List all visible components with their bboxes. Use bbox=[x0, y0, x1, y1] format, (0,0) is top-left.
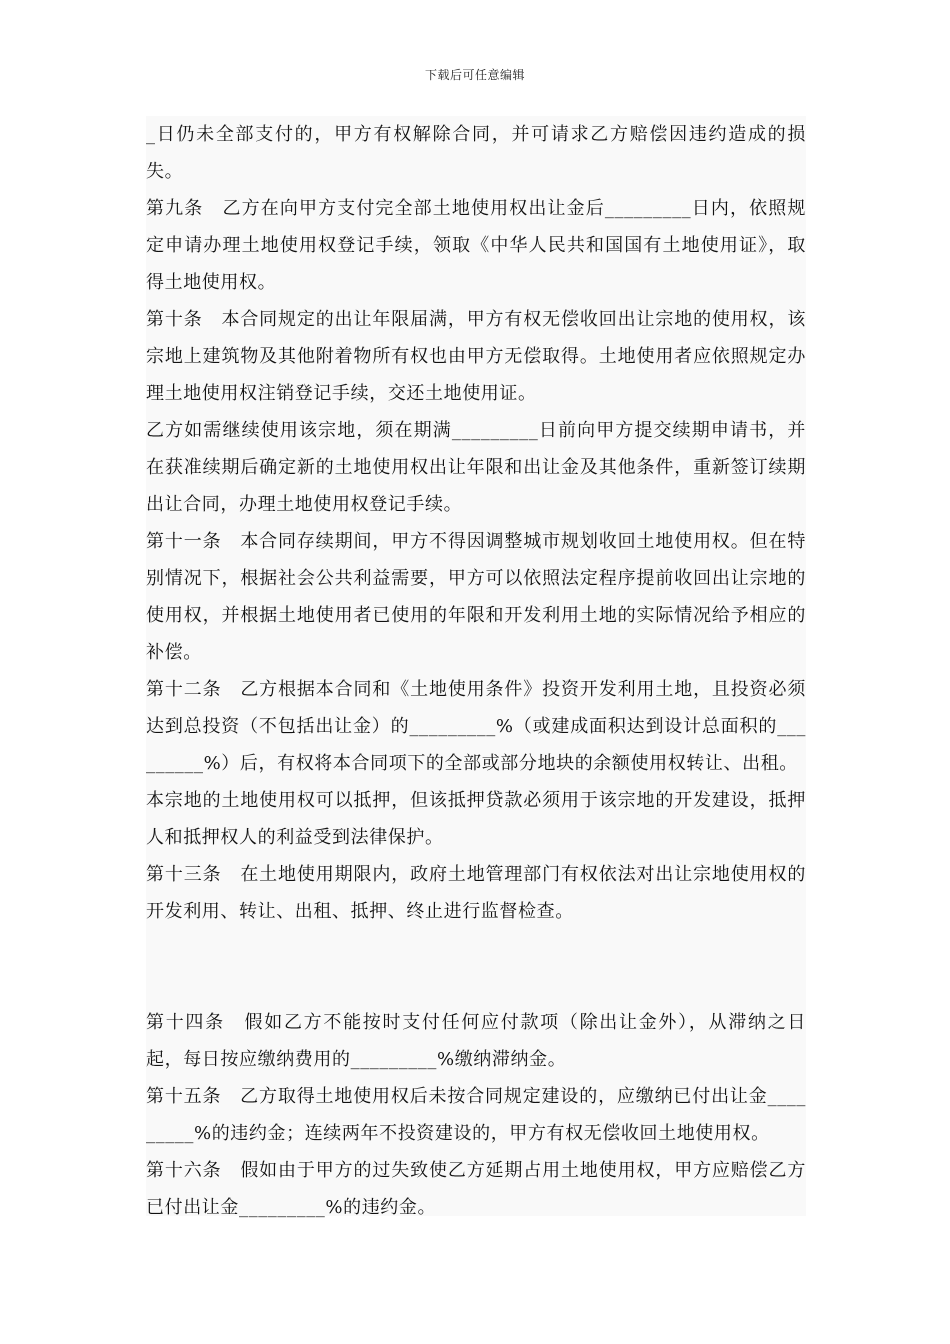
clause-10: 第十条 本合同规定的出让年限届满，甲方有权无偿收回出让宗地的使用权，该宗地上建筑物及其他附着物所有权也由甲方无偿取得。土地使用者应依照规定办理土地使用权注销登记手续，交还土地使用证。 bbox=[146, 309, 806, 404]
clause-15: 第十五条 乙方取得土地使用权后未按合同规定建设的，应缴纳已付出让金_________%的违约金；连续两年不投资建设的，甲方有权无偿收回土地使用权。 bbox=[146, 1086, 806, 1144]
page-header-note: 下载后可任意编辑 bbox=[424, 68, 525, 82]
clause-13: 第十三条 在土地使用期限内，政府土地管理部门有权依法对出让宗地使用权的开发利用、转让、出租、抵押、终止进行监督检查。 bbox=[146, 864, 806, 922]
document-body bbox=[146, 116, 806, 1216]
clause-8-tail: _日仍未全部支付的，甲方有权解除合同，并可请求乙方赔偿因违约造成的损失。 bbox=[146, 124, 806, 182]
clause-14: 第十四条 假如乙方不能按时支付任何应付款项（除出让金外），从滞纳之日起，每日按应缴纳费用的_________%缴纳滞纳金。 bbox=[146, 1012, 806, 1070]
clause-11: 第十一条 本合同存续期间，甲方不得因调整城市规划收回土地使用权。但在特别情况下，根据社会公共利益需要，甲方可以依照法定程序提前收回出让宗地的使用权，并根据土地使用者已使用的年限和开发利用土地的实际情况给予相应的补偿。 bbox=[146, 531, 806, 663]
clause-9: 第九条 乙方在向甲方支付完全部土地使用权出让金后_________日内，依照规定申请办理土地使用权登记手续，领取《中华人民共和国国有土地使用证》，取得土地使用权。 bbox=[146, 198, 806, 293]
section-gap bbox=[146, 930, 806, 1004]
clause-12: 第十二条 乙方根据本合同和《土地使用条件》投资开发利用土地，且投资必须达到总投资（不包括出让金）的_________%（或建成面积达到设计总面积的_________%）后，有权将本合同项下的全部或部分地块的余额使用权转让、出租。 bbox=[146, 679, 806, 774]
clause-12-mortgage: 本宗地的土地使用权可以抵押，但该抵押贷款必须用于该宗地的开发建设，抵押人和抵押权人的利益受到法律保护。 bbox=[146, 790, 806, 848]
clause-16: 第十六条 假如由于甲方的过失致使乙方延期占用土地使用权，甲方应赔偿乙方已付出让金_________%的违约金。 bbox=[146, 1160, 806, 1218]
clause-10-renewal: 乙方如需继续使用该宗地，须在期满_________日前向甲方提交续期申请书，并在获准续期后确定新的土地使用权出让年限和出让金及其他条件，重新签订续期出让合同，办理土地使用权登记手续。 bbox=[146, 420, 806, 515]
